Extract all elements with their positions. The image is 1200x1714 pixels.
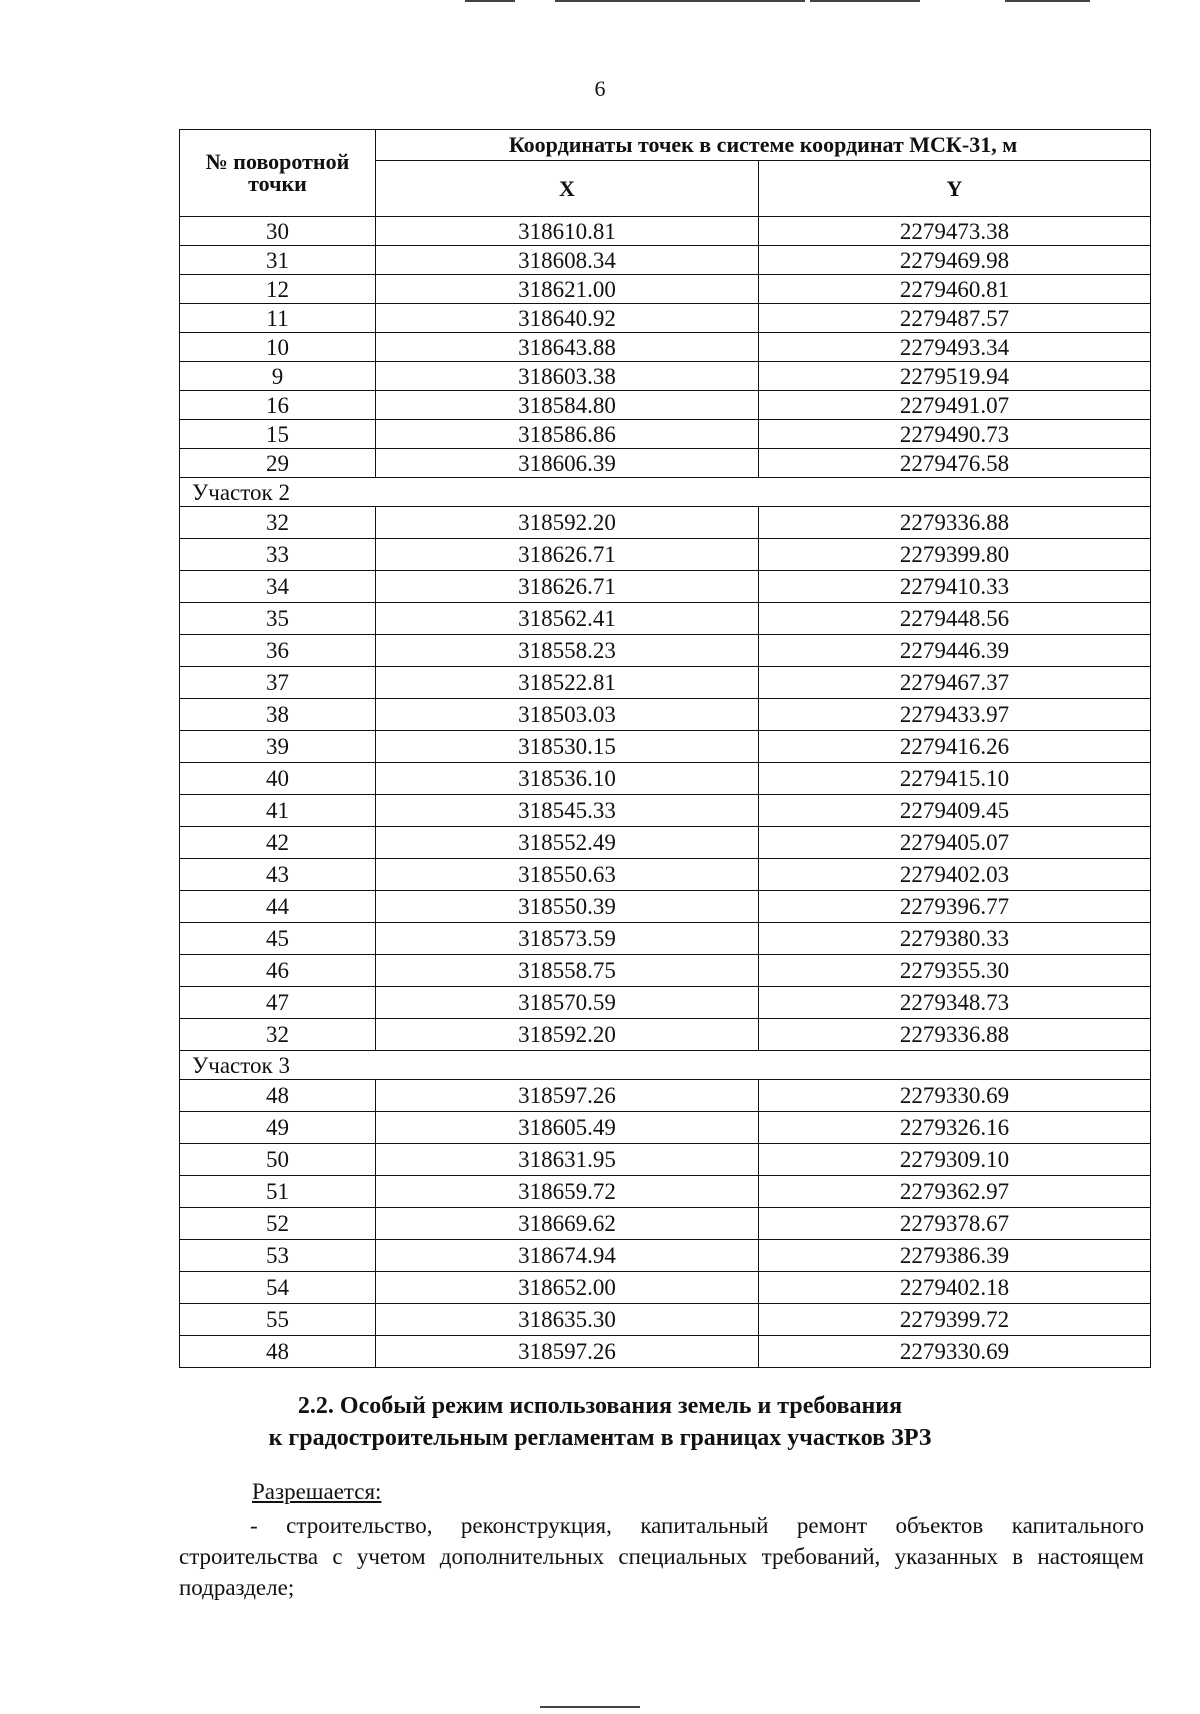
allowed-paragraph: - строительство, реконструкция, капитальный ремонт объектов капитального строительства с учетом дополнительных специальных требований, указанных в настоящем подразделе; [179, 1513, 1144, 1600]
cell-y: 2279362.97 [759, 1176, 1151, 1208]
cell-x: 318669.62 [376, 1208, 759, 1240]
cell-x: 318606.39 [376, 449, 759, 478]
cell-point-number: 44 [180, 891, 376, 923]
allowed-label: Разрешается: [252, 1479, 382, 1504]
cell-point-number: 16 [180, 391, 376, 420]
table-row [180, 571, 1151, 603]
table-row [180, 333, 1151, 362]
cell-y: 2279396.77 [759, 891, 1151, 923]
cell-x: 318640.92 [376, 304, 759, 333]
scan-artifact-lines [0, 0, 1200, 6]
cell-y: 2279399.72 [759, 1304, 1151, 1336]
cell-y: 2279399.80 [759, 539, 1151, 571]
cell-point-number: 43 [180, 859, 376, 891]
cell-y: 2279409.45 [759, 795, 1151, 827]
cell-y: 2279415.10 [759, 763, 1151, 795]
cell-x: 318530.15 [376, 731, 759, 763]
table-row [180, 859, 1151, 891]
table-row [180, 304, 1151, 333]
cell-x: 318586.86 [376, 420, 759, 449]
cell-x: 318558.23 [376, 635, 759, 667]
cell-x: 318674.94 [376, 1240, 759, 1272]
cell-x: 318558.75 [376, 955, 759, 987]
section-row [180, 1051, 1151, 1080]
table-row [180, 1176, 1151, 1208]
cell-x: 318570.59 [376, 987, 759, 1019]
cell-y: 2279330.69 [759, 1336, 1151, 1368]
cell-point-number: 12 [180, 275, 376, 304]
cell-x: 318550.39 [376, 891, 759, 923]
cell-point-number: 32 [180, 507, 376, 539]
cell-point-number: 37 [180, 667, 376, 699]
cell-point-number: 36 [180, 635, 376, 667]
cell-y: 2279519.94 [759, 362, 1151, 391]
table-row [180, 955, 1151, 987]
table-row [180, 1208, 1151, 1240]
cell-x: 318643.88 [376, 333, 759, 362]
table-row [180, 507, 1151, 539]
table-row [180, 539, 1151, 571]
cell-x: 318562.41 [376, 603, 759, 635]
table-row [180, 795, 1151, 827]
cell-point-number: 51 [180, 1176, 376, 1208]
cell-x: 318550.63 [376, 859, 759, 891]
cell-point-number: 9 [180, 362, 376, 391]
cell-point-number: 11 [180, 304, 376, 333]
cell-x: 318635.30 [376, 1304, 759, 1336]
cell-y: 2279473.38 [759, 217, 1151, 246]
cell-point-number: 48 [180, 1080, 376, 1112]
page-number: 6 [594, 76, 606, 101]
table-row [180, 1240, 1151, 1272]
cell-y: 2279402.03 [759, 859, 1151, 891]
cell-point-number: 45 [180, 923, 376, 955]
header-y: Y [759, 161, 1151, 217]
cell-point-number: 48 [180, 1336, 376, 1368]
table-row [180, 699, 1151, 731]
cell-x: 318536.10 [376, 763, 759, 795]
cell-point-number: 50 [180, 1144, 376, 1176]
cell-x: 318603.38 [376, 362, 759, 391]
table-row [180, 1144, 1151, 1176]
table-row [180, 1019, 1151, 1051]
cell-y: 2279467.37 [759, 667, 1151, 699]
scan-artifact-bottom [540, 1706, 640, 1708]
cell-x: 318584.80 [376, 391, 759, 420]
cell-x: 318545.33 [376, 795, 759, 827]
cell-y: 2279378.67 [759, 1208, 1151, 1240]
cell-x: 318592.20 [376, 507, 759, 539]
cell-point-number: 35 [180, 603, 376, 635]
table-row [180, 275, 1151, 304]
table-row [180, 827, 1151, 859]
cell-y: 2279402.18 [759, 1272, 1151, 1304]
table-row [180, 1304, 1151, 1336]
cell-point-number: 52 [180, 1208, 376, 1240]
cell-y: 2279309.10 [759, 1144, 1151, 1176]
cell-x: 318592.20 [376, 1019, 759, 1051]
cell-point-number: 46 [180, 955, 376, 987]
cell-y: 2279476.58 [759, 449, 1151, 478]
cell-x: 318597.26 [376, 1080, 759, 1112]
cell-y: 2279330.69 [759, 1080, 1151, 1112]
table-row [180, 763, 1151, 795]
table-row [180, 1336, 1151, 1368]
cell-point-number: 49 [180, 1112, 376, 1144]
cell-x: 318626.71 [376, 571, 759, 603]
cell-y: 2279348.73 [759, 987, 1151, 1019]
table-row [180, 362, 1151, 391]
table-row [180, 987, 1151, 1019]
cell-point-number: 29 [180, 449, 376, 478]
cell-x: 318652.00 [376, 1272, 759, 1304]
table-row [180, 391, 1151, 420]
table-row [180, 420, 1151, 449]
table-row [180, 246, 1151, 275]
header-coordinates: Координаты точек в системе координат МСК-31, м [376, 130, 1151, 161]
cell-x: 318626.71 [376, 539, 759, 571]
cell-x: 318552.49 [376, 827, 759, 859]
heading-line-2: к градостроительным регламентам в границах участков ЗРЗ [268, 1425, 932, 1451]
cell-x: 318522.81 [376, 667, 759, 699]
table-row [180, 1112, 1151, 1144]
cell-point-number: 34 [180, 571, 376, 603]
cell-point-number: 47 [180, 987, 376, 1019]
cell-y: 2279491.07 [759, 391, 1151, 420]
cell-x: 318605.49 [376, 1112, 759, 1144]
cell-x: 318573.59 [376, 923, 759, 955]
section-label: Участок 3 [180, 1051, 1151, 1080]
table-body [180, 217, 1151, 1368]
cell-point-number: 30 [180, 217, 376, 246]
heading-line-1: 2.2. Особый режим использования земель и требования [297, 1393, 903, 1419]
cell-y: 2279460.81 [759, 275, 1151, 304]
cell-x: 318659.72 [376, 1176, 759, 1208]
cell-x: 318631.95 [376, 1144, 759, 1176]
cell-y: 2279355.30 [759, 955, 1151, 987]
section-label: Участок 2 [180, 478, 1151, 507]
table-row [180, 891, 1151, 923]
cell-point-number: 53 [180, 1240, 376, 1272]
cell-y: 2279469.98 [759, 246, 1151, 275]
cell-point-number: 40 [180, 763, 376, 795]
cell-point-number: 41 [180, 795, 376, 827]
cell-point-number: 31 [180, 246, 376, 275]
cell-x: 318608.34 [376, 246, 759, 275]
cell-point-number: 42 [180, 827, 376, 859]
table-row [180, 923, 1151, 955]
cell-x: 318503.03 [376, 699, 759, 731]
cell-point-number: 39 [180, 731, 376, 763]
cell-point-number: 32 [180, 1019, 376, 1051]
cell-point-number: 33 [180, 539, 376, 571]
table-row [180, 449, 1151, 478]
table-row [180, 603, 1151, 635]
cell-y: 2279493.34 [759, 333, 1151, 362]
cell-point-number: 55 [180, 1304, 376, 1336]
table-row [180, 635, 1151, 667]
cell-y: 2279386.39 [759, 1240, 1151, 1272]
coordinates-table [179, 129, 1151, 1368]
cell-x: 318621.00 [376, 275, 759, 304]
cell-point-number: 15 [180, 420, 376, 449]
cell-point-number: 10 [180, 333, 376, 362]
table-row [180, 1272, 1151, 1304]
cell-y: 2279448.56 [759, 603, 1151, 635]
cell-y: 2279416.26 [759, 731, 1151, 763]
section-heading [0, 1390, 1200, 1454]
cell-y: 2279380.33 [759, 923, 1151, 955]
table-row [180, 217, 1151, 246]
table-row [180, 731, 1151, 763]
header-x: X [376, 161, 759, 217]
cell-x: 318610.81 [376, 217, 759, 246]
cell-y: 2279326.16 [759, 1112, 1151, 1144]
cell-point-number: 54 [180, 1272, 376, 1304]
cell-x: 318597.26 [376, 1336, 759, 1368]
cell-y: 2279487.57 [759, 304, 1151, 333]
header-point-number: № поворотной точки [180, 130, 376, 217]
cell-point-number: 38 [180, 699, 376, 731]
section-row [180, 478, 1151, 507]
cell-y: 2279433.97 [759, 699, 1151, 731]
cell-y: 2279446.39 [759, 635, 1151, 667]
cell-y: 2279490.73 [759, 420, 1151, 449]
cell-y: 2279410.33 [759, 571, 1151, 603]
cell-y: 2279336.88 [759, 1019, 1151, 1051]
table-row [180, 1080, 1151, 1112]
cell-y: 2279405.07 [759, 827, 1151, 859]
cell-y: 2279336.88 [759, 507, 1151, 539]
table-row [180, 667, 1151, 699]
